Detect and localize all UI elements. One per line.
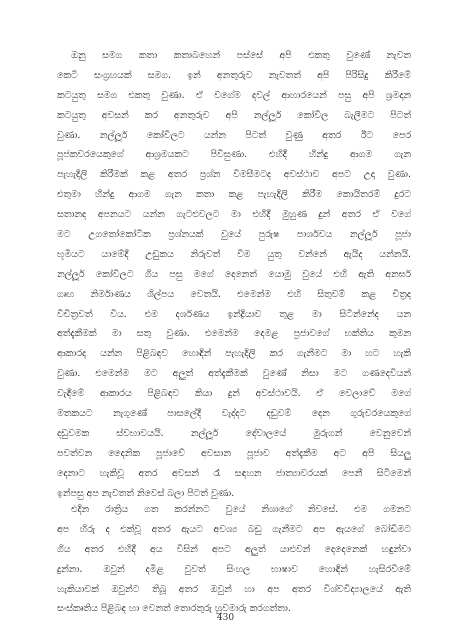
text-line: අත්දැකීමක් මා සතු වුණා. එමෙන්ම දෙමළ ප්‍රජාවගේ භක්තිය කුමන — [57, 328, 411, 340]
text-line: දුන්නා. ඔවුන් දමිළ වුවත් සිංහල භාෂාව හොඳින් හැසිරවීමේ — [57, 563, 411, 575]
text-line: සංස්කෘතිය පිළිබඳ හා වෙනත් තොරතුරු හුවමාරු කරගත්තා. — [57, 603, 291, 615]
text-line: නල්ලූර් කෝවිලට ගිය පසු මගේ දෙනෙත් යොමු වුයේ එහි ඇති අනර්ඝ — [57, 268, 411, 280]
text-line: ඔනු සමග කතා කතාබහෙන් පස්සේ අපි එකතු වුණේ නැවත — [71, 50, 411, 61]
page-number: 430 — [216, 613, 235, 623]
text-line: මතකයට නැගුණේ පාසලේදී වැද්දට දඩුවම් දෙන ගුරුවරයෙකුගේ — [57, 408, 411, 420]
text-line: පවත්වන දෛනික පූජාවේ අවසාන පූජාව අත්දැකීම අට අපි සියලු — [57, 447, 411, 459]
text-line: කටයුතු අවසන් කර අනතුරුව අපි නල්ලූර් කෝවිල බැලීමට පිටත් — [57, 109, 411, 121]
text-line: එදින රාත්‍රිය ගත කරන්නට වුයේ නිශාගේ නිවසේ. එම ගමනට — [71, 504, 411, 515]
text-line: දඩුවමක ස්වභාවයයි. නල්ලූර් දේවාලයේ මුරුගන් වෙනුවෙන් — [57, 427, 411, 439]
text-line: ආකාරද යන්න පිළිබඳව හොඳින් පැහැදිලි කර ගැනීමට මා හට හැකි — [57, 348, 411, 360]
text-line: භූමියට යාමේදී උඩුකය නිරුවත් වීම යුතු වන්නේ ඇයිද යන්නයි. — [57, 248, 411, 260]
text-line: කෙටි සංග්‍රහයක් සමග. ඉන් අනතුරුව නැවතත් අපි පිරිසිදු කිරීමේ — [57, 69, 411, 81]
text-line: ගිය අතර එහිදී අය විසින් අපට අලුත් යාළුවන් දෙදෙනෙක් හඳුන්වා — [57, 543, 411, 555]
text-line: ගෘහ නිර්මාණය ශිල්පය වෙතයි. එමෙන්ම එහි සිතුවම් කළ චිත්‍රද — [57, 288, 411, 300]
text-line: හැකියාවක් ඔවුන්ට තිබූ අතර ඔවුන් හා අප අතර විශ්වවිද්‍යාලයේ ඇති — [57, 583, 411, 595]
text-line: වැඳීමේ ආකාරය පිළිබඳව කියා දුන් අවස්ථාවයි. ඒ වෙලාවේ මගේ — [57, 388, 411, 400]
text-line: මට උගතෝකෝටික ප්‍රශ්නයක් වුයේ පුරුෂ පාර්ශවය නල්ලූර් පූජා — [57, 229, 411, 241]
text-line: සතානද අපනයට යන්න ගැටළුවලට මා එහිදී මුහුණ දුන් අතර ඒ වගේ — [57, 209, 411, 221]
text-line: වුණා. නල්ලූර් කෝවිලට යන්න පිටත් වුණු අතර ඊට පෙර — [57, 129, 411, 141]
body-paragraph-1 — [57, 46, 411, 503]
text-line: පූජකවරයෙකුගේ ආශ්‍රමයකට පිවිසුණා. එහිදී හින්දු ආගම ගැන — [57, 149, 411, 161]
text-line: එතුමා හින්දු ආගම ගැන කතා කළ පැහැදිලි කිරීම කොයිතරම් දුරට — [57, 189, 411, 201]
text-line: කටයුතු සමග එකතු වුණා. ඒ වගේම දවල් ආහාරයෙන් පසු අපි ශ්‍රමදාන — [57, 89, 411, 101]
text-line: විචිත්‍රවත් විය. එම දර්ශණය ඉන්ද්‍රියාව තුළ මා සිටින්නේද යන — [57, 308, 411, 320]
text-line: පැහැදිලි කිරීමක් කළ අතර ප්‍රශ්න විමසීමටද අවස්ථාව අපට උදා වුණා. — [57, 169, 411, 181]
text-line: ඉන්පසු අප නැවතත් නිවෙස් බලා පිටත් වුණා. — [57, 487, 235, 499]
text-line: දෙනාට හැකිවූ අතර අවසන් රෑ සඳහන ජාත්‍යාවරයක් පෙනී සිටීමෙන් — [57, 467, 411, 479]
text-line: අප හිරු ද එක්වූ අතර ඇයට අවශ්‍ය බඩු ගැනීමට අප ඇයගේ බෝඩිමට — [57, 523, 411, 535]
text-line: වුණා. එමෙන්ම මට අලුත් අත්දැකීමක් වුණේ නිසා මට ගණදෙවියන් — [57, 368, 411, 380]
body-paragraph-2 — [57, 500, 411, 619]
